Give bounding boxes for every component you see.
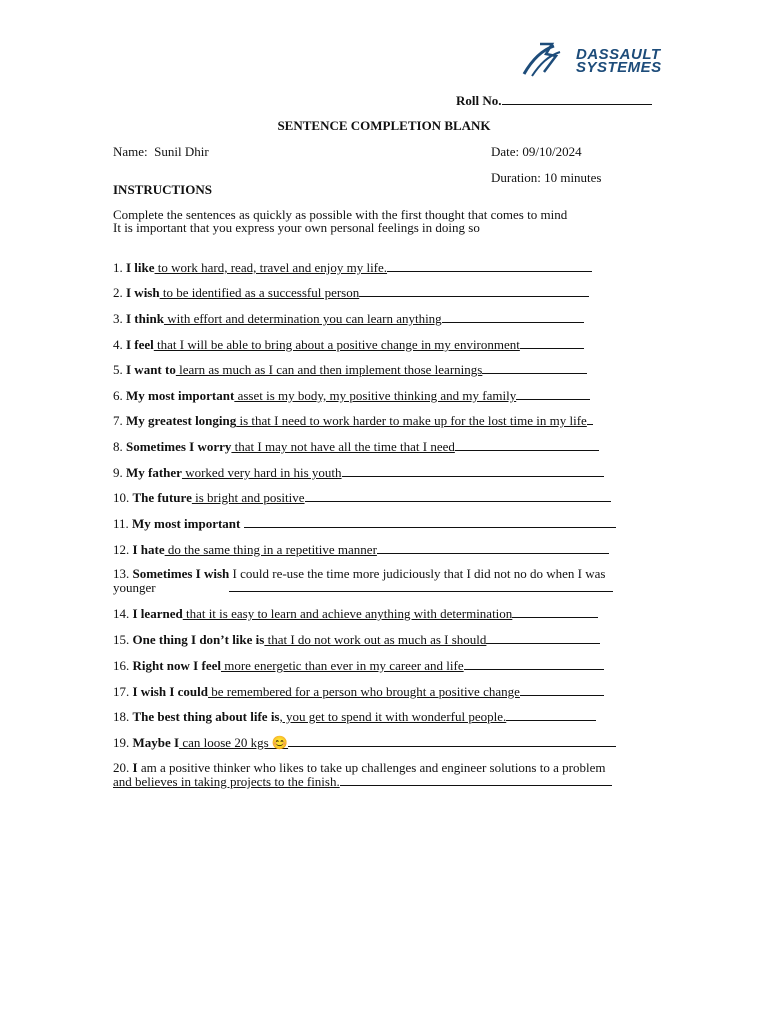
answer-blank [387,260,592,272]
answer-blank [305,490,611,502]
sentence-prompt: I wish I could [132,684,208,699]
sentence-answer[interactable]: worked very hard in his youth [181,465,342,480]
sentence-prompt: The best thing about life is [132,709,280,724]
duration-value: 10 minutes [544,170,602,185]
instructions-text [113,208,567,234]
sentence-item-8: 8. Sometimes I worry that I may not have all the time that I need [113,439,599,455]
sentence-item-18: 18. The best thing about life is, you get to spend it with wonderful people. [113,709,596,725]
answer-blank [506,709,596,721]
sentence-answer[interactable]: that I do not work out as much as I should [264,632,487,647]
answer-blank [340,774,612,786]
instruction-line: Complete the sentences as quickly as possible with the first thought that comes to mind [113,207,568,222]
sentence-item-17: 17. I wish I could be remembered for a person who brought a positive change [113,684,604,700]
sentence-answer[interactable]: learn as much as I can and then implement those learnings [175,362,483,377]
date-label: Date: [491,144,520,159]
sentence-answer[interactable]: is that I need to work harder to make up for the lost time in my life [236,413,587,428]
sentence-answer[interactable]: more energetic than ever in my career and life [220,658,464,673]
ds-logo-mark-icon [518,40,578,80]
sentence-answer[interactable]: do the same thing in a repetitive manner [164,542,377,557]
roll-blank[interactable] [502,92,652,105]
sentence-item-4: 4. I feel that I will be able to bring about a positive change in my environment [113,337,584,353]
sentence-prompt: Right now I feel [132,658,221,673]
sentence-item-12: 12. I hate do the same thing in a repetitive manner [113,542,609,558]
sentence-item-20: 20. I am a positive thinker who likes to take up challenges and engineer solutions to a problem and believes in taking projects to the finish. [113,762,654,788]
sentence-item-1: 1. I like to work hard, read, travel and enjoy my life. [113,260,592,276]
sentence-answer[interactable]: can loose 20 kgs 😊 [179,735,289,750]
sentence-item-7: 7. My greatest longing is that I need to work harder to make up for the lost time in my life [113,413,593,429]
sentence-answer[interactable]: that it is easy to learn and achieve anything with determination [182,606,513,621]
date-value: 09/10/2024 [522,144,582,159]
sentence-answer[interactable]: be remembered for a person who brought a positive change [208,684,520,699]
company-logo [518,40,704,82]
sentence-answer[interactable]: that I will be able to bring about a positive change in my environment [153,337,520,352]
answer-blank [520,684,604,696]
roll-number-field [456,92,652,109]
sentence-prompt: I learned [132,606,183,621]
sentence-prompt: My most important [132,516,241,531]
sentence-prompt: I [132,760,138,775]
sentence-prompt: My father [126,465,182,480]
sentence-prompt: I want to [126,362,176,377]
instruction-line: It is important that you express your own personal feelings in doing so [113,220,480,235]
duration-label: Duration: [491,170,541,185]
answer-blank [516,388,590,400]
name-field [113,144,209,160]
sentence-item-16: 16. Right now I feel more energetic than ever in my career and life [113,658,604,674]
roll-label: Roll No. [456,93,502,108]
answer-blank [377,542,609,554]
sentence-item-3: 3. I think with effort and determination you can learn anything [113,311,584,327]
date-field [491,144,582,160]
answer-blank [486,632,600,644]
duration-field [491,170,602,186]
sentence-item-10: 10. The future is bright and positive [113,490,611,506]
sentence-answer-continued[interactable]: younger [113,580,156,595]
answer-blank [464,658,604,670]
sentence-answer[interactable]: I could re-use the time more judiciously that I did not no do when I was [229,566,606,581]
sentence-prompt: I feel [126,337,154,352]
answer-blank[interactable] [244,516,616,528]
sentence-answer[interactable]: is bright and positive [191,490,305,505]
answer-blank [512,606,598,618]
sentence-answer[interactable]: with effort and determination you can learn anything [163,311,442,326]
sentence-prompt: I wish [126,285,160,300]
sentence-prompt: The future [132,490,192,505]
sentence-item-15: 15. One thing I don’t like is that I do not work out as much as I should [113,632,600,648]
sentence-answer[interactable]: to be identified as a successful person [159,285,360,300]
sentence-item-2: 2. I wish to be identified as a successful person [113,285,589,301]
sentence-answer[interactable]: to work hard, read, travel and enjoy my life. [154,260,388,275]
page-title: SENTENCE COMPLETION BLANK [277,118,491,133]
answer-blank [359,285,589,297]
sentence-prompt: I think [126,311,164,326]
sentence-answer[interactable]: that I may not have all the time that I need [231,439,455,454]
name-value: Sunil Dhir [154,144,209,159]
logo-line1: DASSAULT [576,46,661,63]
sentence-item-9: 9. My father worked very hard in his youth [113,465,604,481]
sentence-item-19: 19. Maybe I can loose 20 kgs 😊 [113,735,616,751]
sentence-prompt: Sometimes I worry [126,439,232,454]
sentence-answer[interactable]: am a positive thinker who likes to take up challenges and engineer solutions to a problem [137,760,606,775]
sentence-item-11: 11. My most important [113,516,616,532]
answer-blank [288,735,616,747]
sentence-answer[interactable]: asset is my body, my positive thinking and my family [234,388,517,403]
logo-line2: SYSTEMES [576,59,662,76]
answer-blank [342,465,604,477]
instructions-heading: INSTRUCTIONS [113,182,212,197]
sentence-prompt: My greatest longing [126,413,237,428]
sentence-prompt: Sometimes I wish [132,566,230,581]
sentence-item-5: 5. I want to learn as much as I can and then implement those learnings [113,362,587,378]
sentence-prompt: One thing I don’t like is [132,632,265,647]
sentence-answer[interactable]: , you get to spend it with wonderful people. [279,709,507,724]
name-label: Name: [113,144,148,159]
answer-blank [442,311,584,323]
sentence-item-14: 14. I learned that it is easy to learn and achieve anything with determination [113,606,598,622]
answer-blank [520,337,584,349]
answer-blank [229,580,613,592]
sentence-answer-continued[interactable]: and believes in taking projects to the finish. [113,774,340,789]
sentence-prompt: My most important [126,388,235,403]
sentence-item-6: 6. My most important asset is my body, my positive thinking and my family [113,388,590,404]
sentence-prompt: Maybe I [132,735,180,750]
sentence-prompt: I hate [132,542,165,557]
answer-blank [455,439,599,451]
sentence-item-13: 13. Sometimes I wish I could re-use the time more judiciously that I did not no do when I was younger [113,568,654,594]
sentence-prompt: I like [126,260,155,275]
answer-blank [587,413,593,425]
answer-blank [482,362,587,374]
